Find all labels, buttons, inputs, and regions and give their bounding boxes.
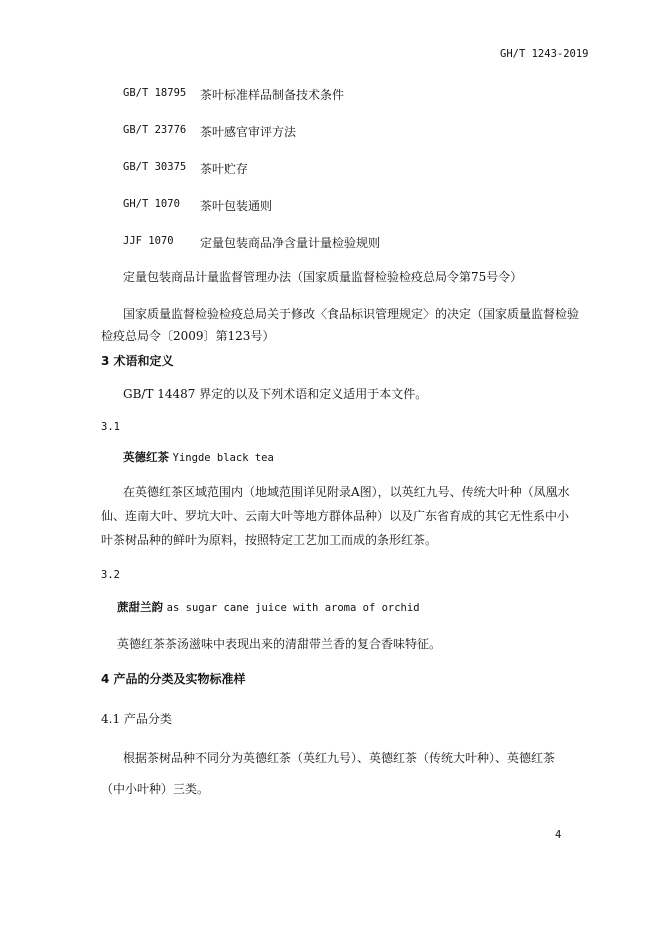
- reference-title: 茶叶包装通则: [200, 199, 273, 213]
- section-intro: GB/T 14487 界定的以及下列术语和定义适用于本文件。: [123, 387, 428, 401]
- term-chinese: 英德红茶: [123, 450, 169, 464]
- reference-title: 茶叶标准样品制备技术条件: [200, 88, 345, 102]
- term-definition-line: 在英德红茶区域范围内（地域范围详见附录A图），以英红九号、传统大叶种（凤凰水: [123, 485, 570, 499]
- term-number: 3.1: [101, 421, 120, 433]
- term-chinese: 蔗甜兰韵: [117, 600, 163, 614]
- section-heading: 4 产品的分类及实物标准样: [101, 672, 246, 686]
- reference-code: GH/T 1070: [123, 198, 180, 210]
- reference-title: 茶叶贮存: [200, 162, 249, 176]
- term-entry: [117, 599, 420, 615]
- term-entry: [123, 449, 274, 465]
- regulation-reference-line1: 国家质量监督检验检疫总局关于修改〈食品标识管理规定〉的决定（国家质量监督检验: [123, 307, 580, 321]
- reference-code: JJF 1070: [123, 235, 174, 247]
- term-english: as sugar cane juice with aroma of orchid: [166, 602, 420, 614]
- term-definition-line: 英德红茶茶汤滋味中表现出来的清甜带兰香的复合香味特征。: [117, 637, 442, 651]
- term-english: Yingde black tea: [172, 452, 274, 464]
- subsection-heading: 4.1 产品分类: [101, 712, 172, 726]
- reference-title: 定量包装商品净含量计量检验规则: [200, 236, 381, 250]
- section-heading: 3 术语和定义: [101, 354, 174, 368]
- body-line: （中小叶种）三类。: [101, 782, 210, 796]
- term-definition-line: 仙、连南大叶、罗坑大叶、云南大叶等地方群体品种）以及广东省育成的其它无性系中小: [101, 509, 570, 523]
- term-number: 3.2: [101, 569, 120, 581]
- regulation-reference: 定量包装商品计量监督管理办法（国家质量监督检验检疫总局令第75号令）: [123, 270, 523, 284]
- reference-code: GB/T 23776: [123, 124, 187, 136]
- term-definition-line: 叶茶树品种的鲜叶为原料，按照特定工艺加工而成的条形红茶。: [101, 533, 438, 547]
- body-line: 根据茶树品种不同分为英德红茶（英红九号）、英德红茶（传统大叶种）、英德红茶: [123, 751, 556, 765]
- regulation-reference-line2: 检疫总局令〔2009〕第123号）: [101, 329, 275, 343]
- page-number: 4: [555, 829, 562, 841]
- reference-title: 茶叶感官审评方法: [200, 125, 297, 139]
- reference-code: GB/T 18795: [123, 87, 187, 99]
- document-number: GH/T 1243-2019: [500, 48, 589, 60]
- reference-code: GB/T 30375: [123, 161, 187, 173]
